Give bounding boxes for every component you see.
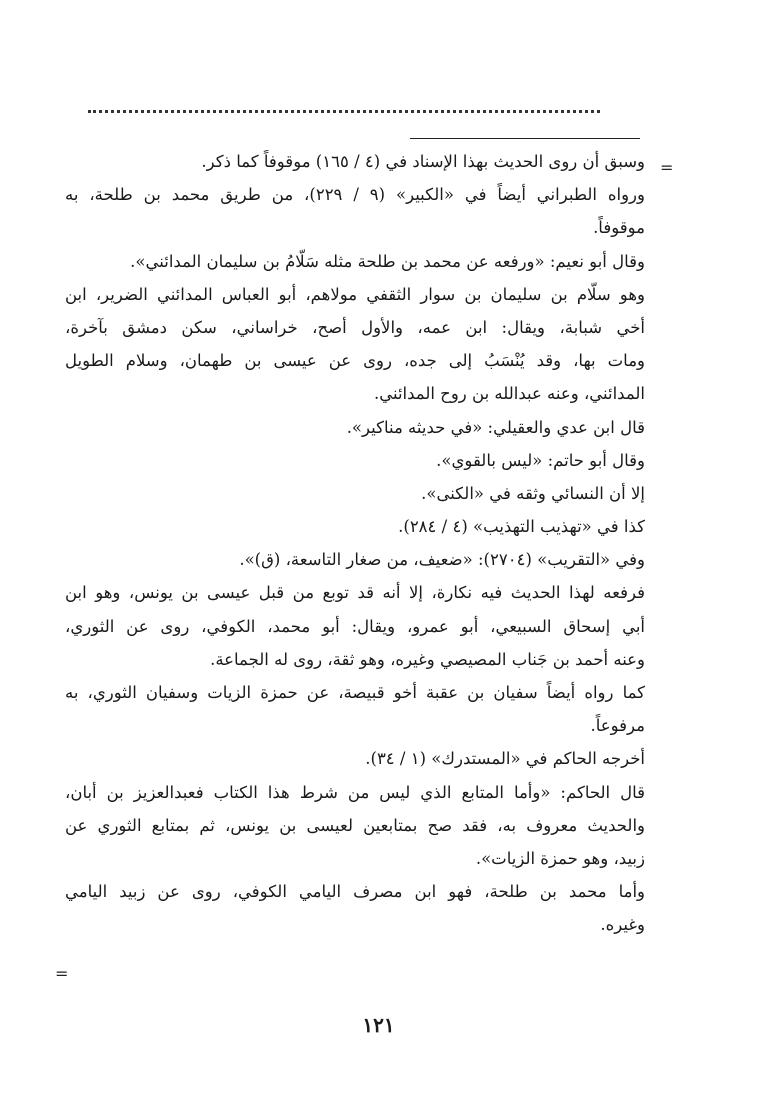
text-line: أخي شبابة، ويقال: ابن عمه، والأول أصح، خراساني، سكن دمشق بآخرة، — [65, 317, 645, 337]
text-line: وعنه أحمد بن جَناب المصيصي وغيره، وهو ثقة، روى له الجماعة. — [210, 649, 645, 669]
text-line: وسبق أن روى الحديث بهذا الإسناد في (٤ / ١٦٥) موقوفاً كما ذكر. — [201, 152, 645, 171]
continuation-mark-bottom: = — [55, 964, 69, 983]
text-line: قال الحاكم: «وأما المتابع الذي ليس من شرط هذا الكتاب فعبدالعزيز بن أبان، — [65, 782, 645, 802]
text-line: مرفوعاً. — [590, 716, 645, 736]
text-line: إلا أن النسائي وثقه في «الكنى». — [421, 483, 645, 503]
text-line: وقال أبو حاتم: «ليس بالقوي». — [436, 450, 645, 470]
text-line: ومات بها، وقد يُنْسَبُ إلى جده، روى عن عيسى بن طهمان، وسلام الطويل — [65, 351, 645, 371]
page-number: ١٢١ — [362, 1013, 395, 1037]
text-line: وفي «التقريب» (٢٧٠٤): «ضعيف، من صغار التاسعة، (ق)». — [239, 550, 645, 570]
text-line: وغيره. — [600, 915, 645, 935]
text-line: وأما محمد بن طلحة، فهو ابن مصرف اليامي الكوفي، روى عن زبيد اليامي — [65, 882, 645, 902]
dotted-separator — [88, 110, 600, 113]
text-line: والحديث معروف به، فقد صح بمتابعين لعيسى بن يونس، ثم بمتابع الثوري عن — [65, 815, 645, 835]
text-line: ورواه الطبراني أيضاً في «الكبير» (٩ / ٢٢٩)، من طريق محمد بن طلحة، به — [65, 185, 645, 205]
text-line: وهو سلّام بن سليمان بن سوار الثقفي مولاهم، أبو العباس المدائني الضرير، ابن — [65, 284, 645, 304]
text-line: فرفعه لهذا الحديث فيه نكارة، إلا أنه قد توبع من قبل عيسى بن يونس، وهو ابن — [65, 583, 645, 603]
continuation-mark-top: = — [660, 158, 674, 177]
text-line: موقوفاً. — [593, 218, 645, 238]
text-line: كذا في «تهذيب التهذيب» (٤ / ٢٨٤). — [398, 517, 645, 537]
text-line: قال ابن عدي والعقيلي: «في حديثه مناكير». — [346, 417, 645, 437]
footnote-rule — [410, 138, 640, 139]
text-line: زبيد، وهو حمزة الزيات». — [475, 848, 645, 868]
text-line: كما رواه أيضاً سفيان بن عقبة أخو قبيصة، عن حمزة الزيات وسفيان الثوري، به — [65, 683, 645, 702]
text-line: المدائني، وعنه عبدالله بن روح المدائني. — [373, 384, 645, 404]
text-line: أخرجه الحاكم في «المستدرك» (١ / ٣٤). — [365, 749, 645, 769]
text-line: أبي إسحاق السبيعي، أبو عمرو، ويقال: أبو محمد، الكوفي، روى عن الثوري، — [65, 616, 645, 636]
text-line: وقال أبو نعيم: «ورفعه عن محمد بن طلحة مثله سَلّامُ بن سليمان المدائني». — [130, 251, 645, 271]
footnote-text — [65, 145, 645, 942]
